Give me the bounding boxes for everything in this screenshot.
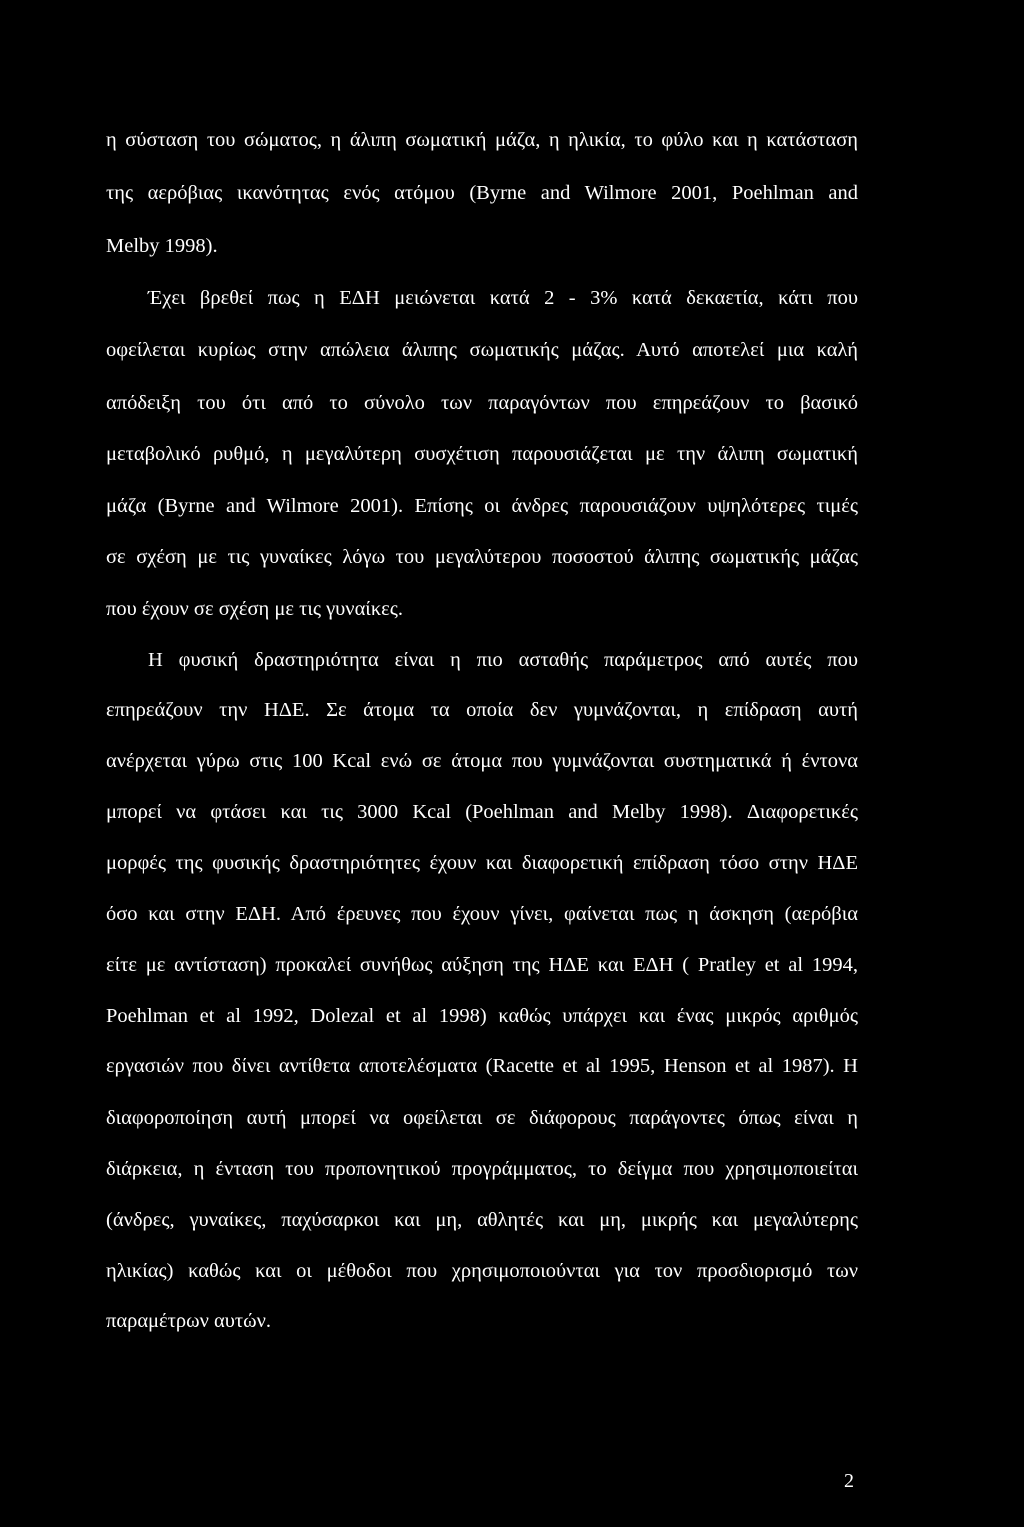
text-line: μπορεί να φτάσει και τις 3000 Kcal (Poehlman and Melby 1998). Διαφορετικές [106, 801, 858, 823]
text-line: διαφοροποίηση αυτή μπορεί να οφείλεται σε διάφορους παράγοντες όπως είναι η [106, 1107, 858, 1129]
paragraph-start-line: Έχει βρεθεί πως η ΕΔΗ μειώνεται κατά 2 - 3% κατά δεκαετία, κάτι που [148, 287, 858, 309]
text-line: της αερόβιας ικανότητας ενός ατόμου (Byrne and Wilmore 2001, Poehlman and [106, 182, 858, 204]
text-line: μεταβολικό ρυθμό, η μεγαλύτερη συσχέτιση παρουσιάζεται με την άλιπη σωματική [106, 443, 858, 465]
text-line: που έχουν σε σχέση με τις γυναίκες. [106, 598, 403, 620]
text-line: σε σχέση με τις γυναίκες λόγω του μεγαλύτερου ποσοστού άλιπης σωματικής μάζας [106, 546, 858, 568]
text-line: ηλικίας) καθώς και οι μέθοδοι που χρησιμοποιούνται για τον προσδιορισμό των [106, 1260, 858, 1282]
text-line: μορφές της φυσικής δραστηριότητες έχουν και διαφορετική επίδραση τόσο στην ΗΔΕ [106, 852, 858, 874]
text-line: οφείλεται κυρίως στην απώλεια άλιπης σωματικής μάζας. Αυτό αποτελεί μια καλή [106, 339, 858, 361]
text-line: Melby 1998). [106, 235, 218, 257]
text-line: μάζα (Byrne and Wilmore 2001). Επίσης οι άνδρες παρουσιάζουν υψηλότερες τιμές [106, 495, 858, 517]
text-line: Poehlman et al 1992, Dolezal et al 1998) καθώς υπάρχει και ένας μικρός αριθμός [106, 1005, 858, 1027]
text-line: διάρκεια, η ένταση του προπονητικού προγράμματος, το δείγμα που χρησιμοποιείται [106, 1158, 858, 1180]
text-line: παραμέτρων αυτών. [106, 1310, 272, 1332]
text-line: η σύσταση του σώματος, η άλιπη σωματική μάζα, η ηλικία, το φύλο και η κατάσταση [106, 129, 858, 151]
page-number: 2 [844, 1470, 854, 1492]
text-line: εργασιών που δίνει αντίθετα αποτελέσματα (Racette et al 1995, Henson et al 1987). Η [106, 1055, 858, 1077]
text-line: (άνδρες, γυναίκες, παχύσαρκοι και μη, αθλητές και μη, μικρής και μεγαλύτερης [106, 1209, 858, 1231]
text-line: απόδειξη του ότι από το σύνολο των παραγόντων που επηρεάζουν το βασικό [106, 392, 858, 414]
paragraph-start-line: Η φυσική δραστηριότητα είναι η πιο ασταθής παράμετρος από αυτές που [148, 649, 858, 671]
text-line: όσο και στην ΕΔΗ. Από έρευνες που έχουν γίνει, φαίνεται πως η άσκηση (αερόβια [106, 903, 858, 925]
text-line: επηρεάζουν την ΗΔΕ. Σε άτομα τα οποία δεν γυμνάζονται, η επίδραση αυτή [106, 699, 858, 721]
text-line: ανέρχεται γύρω στις 100 Kcal ενώ σε άτομα που γυμνάζονται συστηματικά ή έντονα [106, 750, 858, 772]
text-line: είτε με αντίσταση) προκαλεί συνήθως αύξηση της ΗΔΕ και ΕΔΗ ( Pratley et al 1994, [106, 954, 858, 976]
